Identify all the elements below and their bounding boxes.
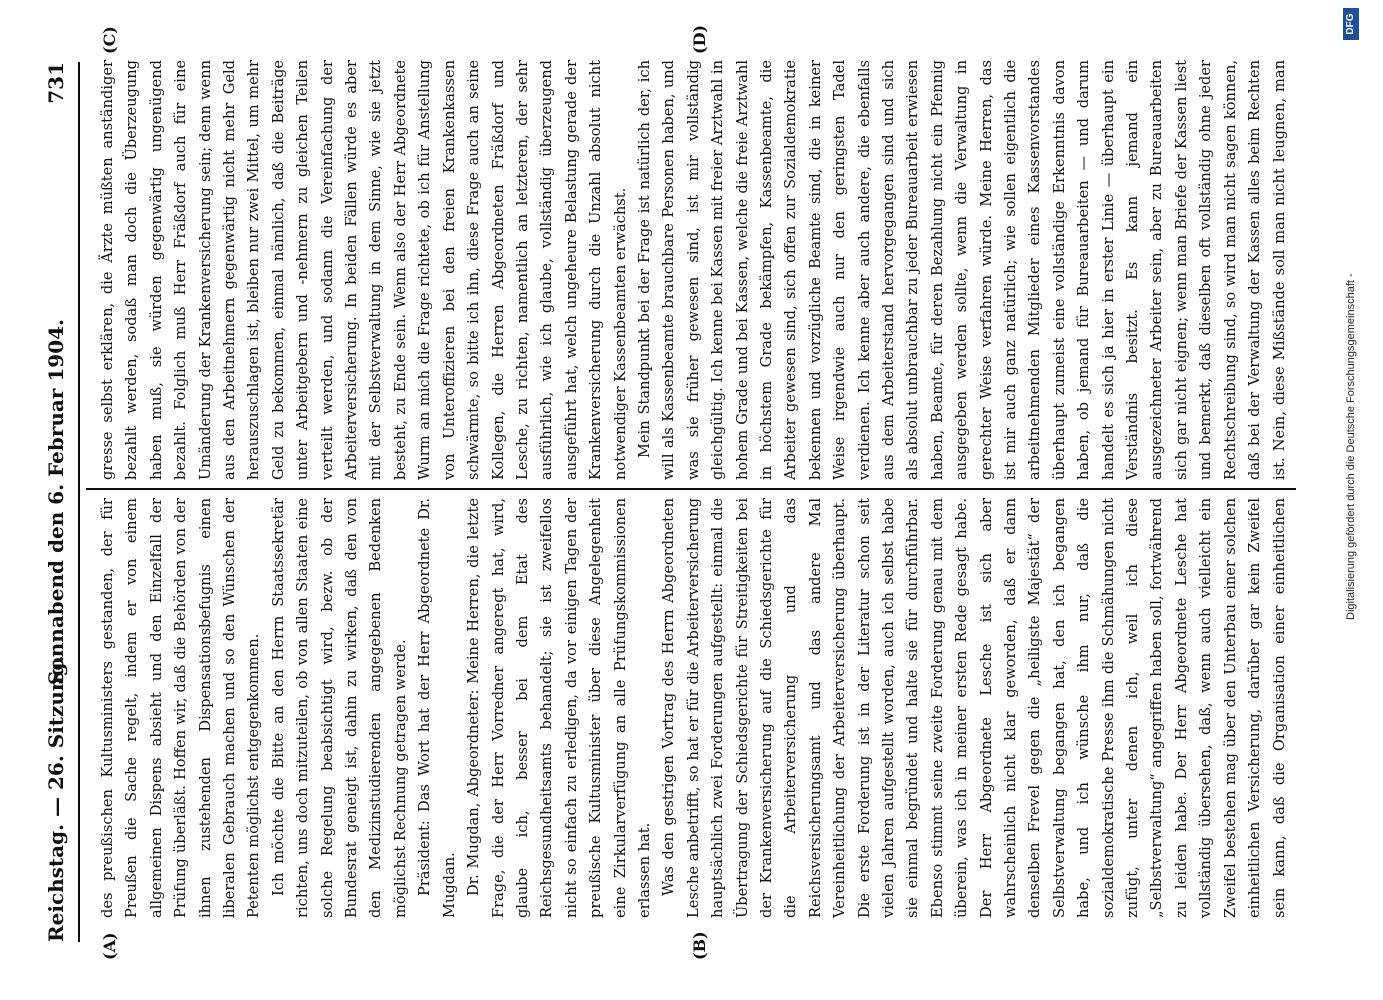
header-rule	[78, 62, 80, 942]
marker-a: (A)	[100, 932, 119, 960]
page-number: 731	[44, 62, 68, 104]
dfg-logo: DFG	[1343, 8, 1359, 40]
paragraph: Dr. Mugdan, Abgeordneter: Meine Herren, die letzte Frage, die der Herr Vorredner angeregt hat, wird, glaube ich, besser bei dem Etat des Reichsgesundheitsamts behandelt; sie ist zweifellos nicht so einfach zu erledigen, da vor einigen Tagen der preußische Kultusminister über diese Angelegenheit eine Zirkularverfügung an alle Prüfungskommissionen erlassen hat.	[465, 498, 653, 918]
paragraph: Was den gestrigen Vortrag des Herrn Abgeordneten Lesche anbetrifft, so hat er für die Arbeiterversicherung hauptsächlich zwei Forderungen aufgestellt: einmal die Übertragung der Schiedsgerichte für Streitigkeiten bei der Krankenversicherung auf die Schiedsgerichte für die Arbeiterversicherung und das Reichsversicherungsamt und das andere Mal Vereinheitlichung der Arbeiterversicherung überhaupt. Die erste Forderung ist in der Literatur schon seit vielen Jahren aufgestellt worden, auch ich selbst habe sie einmal begründet und halte sie für durchführbar. Ebenso stimmt seine zweite Forderung genau mit dem überein, was ich in meiner ersten Rede gesagt habe. Der Herr Abgeordnete Lesche ist sich aber wahrscheinlich nicht klar geworden, daß er dann denselben Frevel gegen die „heiligste Majestät“ der Selbstverwaltung begangen hat, den ich begangen habe, und ich wünsche ihm nur, daß die sozialdemokratische Presse ihm die Schmähungen nicht zufügt, unter denen ich, weil ich diese „Selbstverwaltung“ angegriffen haben soll, fortwährend zu leiden habe. Der Herr Abgeordnete Lesche hat vollständig übersehen, daß, wenn auch vielleicht ein Zweifel bestehen mag über den Unterbau einer solchen einheitlichen Versicherung, darüber gar kein Zweifel sein kann, daß die Organisation einer einheitlichen	[660, 498, 1288, 918]
paragraph: gresse selbst erklären, die Ärzte müßten anständiger bezahlt werden, sodaß man doch die Überzeugung haben muß, sie würden gegenwärtig ungenügend bezahlt. Folglich muß Herr Fräßdorf auch für eine Umänderung der Krankenversicherung sein; denn wenn aus den Arbeitnehmern gegenwärtig nicht mehr Geld herauszuschlagen ist, bleiben nur zwei Mittel, um mehr Geld zu bekommen, einmal nämlich, daß die Beiträge unter Arbeitgebern und -nehmern zu gleichen Teilen verteilt werden, und sodann die Vereinfachung der Arbeiterversicherung. In beiden Fällen würde es aber mit der Selbstverwaltung in dem Sinne, wie sie jetzt besteht, zu Ende sein. Wenn also der Herr Abgeordnete Wurm an mich die Frage richtete, ob ich für Anstellung von Unteroffizieren bei den freien Krankenkassen schwärmte, so bitte ich ihn, diese Frage auch an seine Kollegen, die Herren Abgeordneten Fräßdorf und Lesche, zu richten, namentlich an letzteren, der sehr ausführlich, wie ich glaube, vollständig überzeugend ausgeführt hat, welch ungeheure Belastung gerade der Krankenversicherung durch die Unzahl absolut nicht notwendiger Kassenbeamten erwächst.	[99, 60, 629, 480]
paragraph: Präsident: Das Wort hat der Herr Abgeordnete Dr. Mugdan.	[416, 498, 458, 918]
paragraph: Ich möchte die Bitte an den Herrn Staatssekretär richten, uns doch mitzuteilen, ob von allen Staaten eine solche Regelung beabsichtigt wird, bezw. ob der Bundesrat geneigt ist, dahin zu wirken, daß den von den Medizinstudierenden angegebenen Bedenken möglichst Rechnung getragen werde.	[269, 498, 409, 918]
marker-c: (C)	[100, 26, 119, 54]
header-center: Sonnabend den 6. Februar 1904.	[44, 318, 68, 686]
right-column	[96, 60, 1294, 480]
left-column	[96, 498, 1294, 918]
paragraph: des preußischen Kultusministers gestanden, der für Preußen die Sache regelt, indem er von einem allgemeinen Dispens absieht und den Einzelfall der Prüfung überläßt. Hoffen wir, daß die Behörden von der ihnen zustehenden Dispensationsbefugnis einen liberalen Gebrauch machen und so den Wünschen der Petenten möglichst entgegenkommen.	[99, 498, 263, 918]
header-left: Reichstag. — 26. Sitzung.	[44, 655, 68, 942]
column-rule	[86, 489, 1296, 491]
page-header	[38, 62, 78, 942]
marker-d: (D)	[690, 24, 709, 54]
digitization-credit: Digitalisierung gefördert durch die Deutsche Forschungsgemeinschaft -	[1345, 273, 1357, 620]
paragraph: Mein Standpunkt bei der Frage ist natürlich der, ich will als Kassenbeamte brauchbare Personen haben, und was sie früher gewesen sind, ist mir vollständig gleichgültig. Ich kenne bei Kassen mit freier Arztwahl in hohem Grade und bei Kassen, welche die freie Arztwahl in höchstem Grade bekämpfen, Kassenbeamte, die Arbeiter gewesen sind, sich offen zur Sozialdemokratie bekennen und vorzügliche Beamte sind, die in keiner Weise irgendwie auch nur den geringsten Tadel verdienen. Ich kenne aber auch andere, die ebenfalls aus dem Arbeiterstand hervorgegangen sind und sich als absolut unbrauchbar zu jeder Bureauarbeit erwiesen haben, Beamte, für deren Bezahlung nicht ein Pfennig ausgegeben werden sollte, wenn die Verwaltung in gerechter Weise verfahren würde. Meine Herren, das ist mir auch ganz natürlich; wie sollen eigentlich die arbeitnehmenden Mitglieder eines Kassenvorstandes überhaupt zumeist eine vollständige Erkenntnis davon haben, ob jemand für Bureauarbeiten — und darum handelt es sich ja hier in erster Linie — überhaupt ein Verständnis besitzt. Es kann jemand ein ausgezeichneter Arbeiter sein, aber zu Bureauarbeiten sich gar nicht eignen; wenn man Briefe der Kassen liest und bemerkt, daß dieselben oft vollständig ohne jeder Rechtschreibung sind, so wird man nicht sagen können, daß bei der Verwaltung der Kassen alles beim Rechten ist. Nein, diese Mißstände soll man nicht leugnen, man	[635, 60, 1288, 480]
marker-b: (B)	[690, 931, 709, 960]
